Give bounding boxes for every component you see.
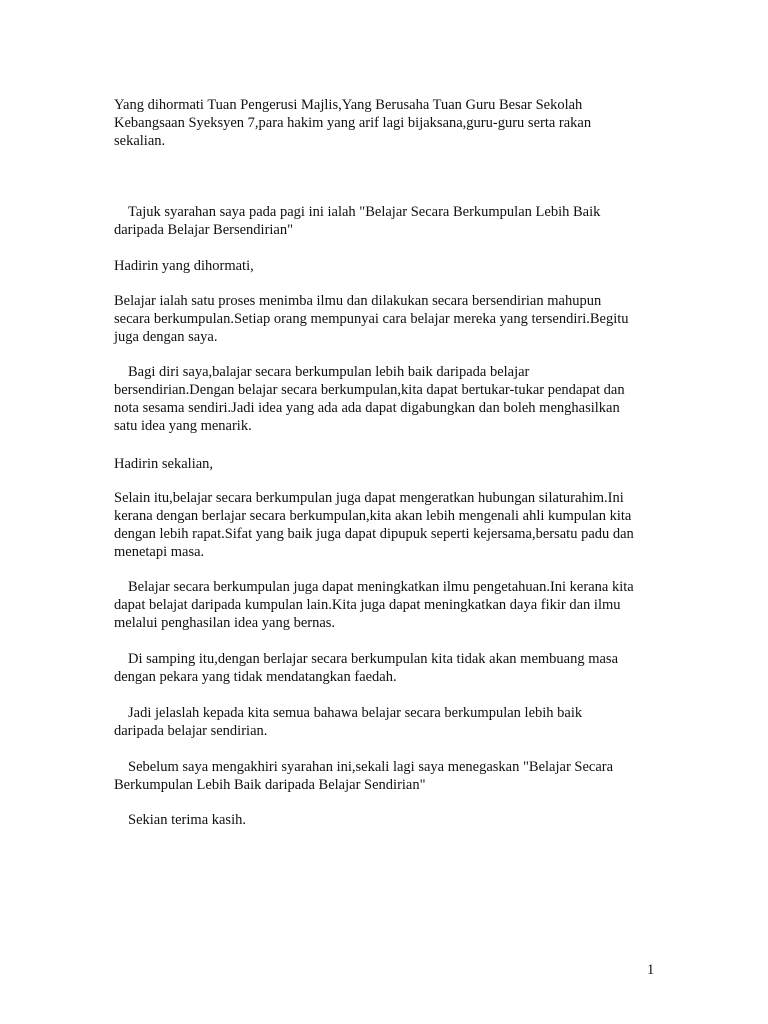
body-paragraph: Bagi diri saya,balajar secara berkumpulan lebih baik daripada belajar bersendirian.Dengan belajar secara berkumpulan,kita dapat bertukar-tukar pendapat dan nota sesama sendiri.Jadi idea yang ada ada dapat digabungkan dan boleh menghasilkan satu idea yang menarik. <box>114 364 625 434</box>
salutation-paragraph: Yang dihormati Tuan Pengerusi Majlis,Yang Berusaha Tuan Guru Besar Sekolah Kebangsaan Syeksyen 7,para hakim yang arif lagi bijaksana,guru-guru serta rakan sekalian. <box>114 97 592 149</box>
body-paragraph: Sebelum saya mengakhiri syarahan ini,sekali lagi saya menegaskan "Belajar Secara Berkumpulan Lebih Baik daripada Belajar Sendirian" <box>114 759 614 793</box>
body-paragraph: Belajar secara berkumpulan juga dapat meningkatkan ilmu pengetahuan.Ini kerana kita dapat belajat daripada kumpulan lain.Kita juga dapat meningkatkan daya fikir dan ilmu melalui penghasilan idea yang bernas. <box>114 579 634 631</box>
body-paragraph: Jadi jelaslah kepada kita semua bahawa belajar secara berkumpulan lebih baik daripada belajar sendirian. <box>114 705 583 739</box>
body-paragraph: Di samping itu,dengan berlajar secara berkumpulan kita tidak akan membuang masa dengan pekara yang tidak mendatangkan faedah. <box>114 651 619 685</box>
body-paragraph: Belajar ialah satu proses menimba ilmu dan dilakukan secara bersendirian mahupun secara berkumpulan.Setiap orang mempunyai cara belajar mereka yang tersendiri.Begitu juga dengan saya. <box>114 293 629 345</box>
closing-paragraph: Sekian terima kasih. <box>128 812 246 828</box>
greeting-paragraph: Hadirin sekalian, <box>114 456 214 472</box>
greeting-paragraph: Hadirin yang dihormati, <box>114 258 254 274</box>
speech-title-paragraph: Tajuk syarahan saya pada pagi ini ialah "Belajar Secara Berkumpulan Lebih Baik daripada Belajar Bersendirian" <box>114 204 601 238</box>
body-paragraph: Selain itu,belajar secara berkumpulan juga dapat mengeratkan hubungan silaturahim.Ini kerana dengan berlajar secara berkumpulan,kita akan lebih mengenali ahli kumpulan kita dengan lebih rapat.Sifat yang baik juga dapat dipupuk seperti kejersama,bersatu padu dan menetapi masa. <box>114 490 634 560</box>
page-number: 1 <box>647 962 655 978</box>
